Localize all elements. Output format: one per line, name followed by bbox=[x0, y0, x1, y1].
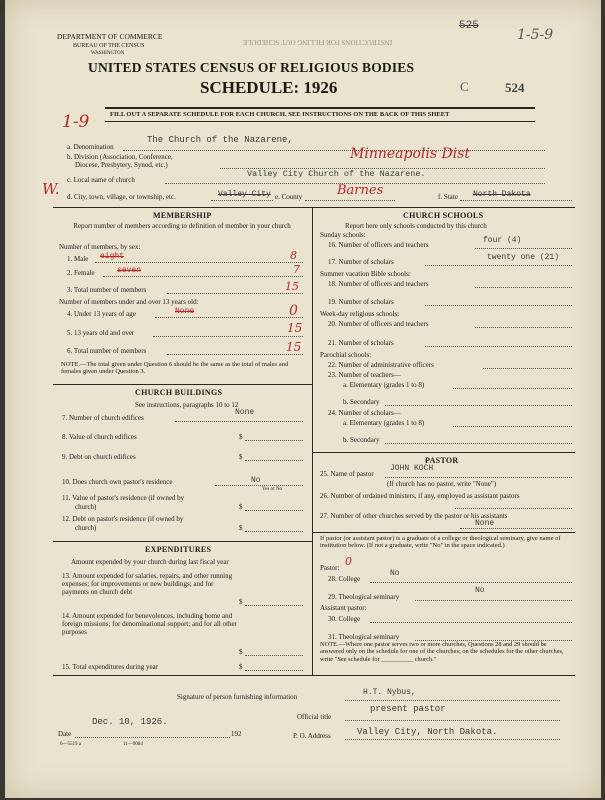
q24a-label: a. Elementary (grades 1 to 8) bbox=[343, 419, 425, 427]
red-handwritten-mark: 1-9 bbox=[62, 112, 90, 132]
fill-out-instruction: FILL OUT A SEPARATE SCHEDULE FOR EACH CHURCH. SEE INSTRUCTIONS ON THE BACK OF THIS SHEET bbox=[110, 111, 450, 118]
age-label: Number of members under and over 13 years old: bbox=[59, 298, 199, 306]
q13-text: 13. Amount expended for salaries, repairs, and other running expenses; for improvements or new buildings; and for payments on church debt bbox=[62, 572, 233, 597]
membership-heading: MEMBERSHIP bbox=[153, 211, 212, 220]
by-sex-label: Number of members, by sex: bbox=[59, 243, 141, 251]
q4-value: 0 bbox=[289, 303, 298, 319]
q2-value: 7 bbox=[293, 263, 300, 276]
q26-text: 26. Number of ordained ministers, if any, employed as assistant pastors bbox=[320, 492, 520, 500]
weekday-label: Week-day religious schools: bbox=[320, 310, 400, 318]
q30-label: 30. College bbox=[328, 615, 361, 623]
summer-label: Summer vacation Bible schools: bbox=[320, 270, 411, 278]
schools-heading: CHURCH SCHOOLS bbox=[403, 211, 484, 220]
q9-prefix: $ bbox=[239, 453, 243, 461]
pastor-mark: 0 bbox=[345, 555, 352, 568]
q1-label: 1. Male bbox=[67, 255, 89, 263]
q14-prefix: $ bbox=[239, 648, 243, 656]
assistant-pastor-label: Assistant pastor: bbox=[320, 604, 367, 612]
corner-number: 525 bbox=[459, 20, 479, 32]
official-title-value: present pastor bbox=[370, 704, 446, 714]
q11-label-line2: church) bbox=[75, 503, 97, 511]
q1-value: 8 bbox=[290, 249, 297, 262]
corner-date: 1-5-9 bbox=[517, 27, 554, 43]
membership-intro: Report number of members according to definition of member in your church bbox=[73, 222, 291, 230]
q15-prefix: $ bbox=[239, 663, 243, 671]
q25-note: (If church has no pastor, write "None") bbox=[387, 480, 497, 488]
q7-value: None bbox=[235, 408, 255, 417]
pastor-heading: PASTOR bbox=[425, 456, 459, 465]
q11-label-line1: 11. Value of pastor's residence (if owned by bbox=[62, 494, 185, 502]
pastor-note: NOTE.—Where one pastor serves two or more churches, Questions 28 and 29 should be answered only on the schedule for one of the churches; on the schedules for the other churches, write "See schedule for __________ church." bbox=[320, 641, 564, 663]
q29-label: 29. Theological seminary bbox=[328, 593, 400, 601]
q16-label: 16. Number of officers and teachers bbox=[328, 241, 429, 249]
q29-value: No bbox=[475, 586, 485, 595]
division-label-line2: Diocese, Presbytery, Synod, etc.) bbox=[75, 161, 168, 169]
q3-value: 15 bbox=[285, 280, 299, 293]
q16-value: four (4) bbox=[483, 236, 522, 245]
date-label: Date bbox=[58, 730, 72, 738]
margin-mark: W. bbox=[42, 180, 60, 198]
q10-label: 10. Does church own pastor's residence bbox=[62, 478, 173, 486]
stamp-number: 524 bbox=[505, 80, 525, 95]
sunday-label: Sunday schools: bbox=[320, 231, 366, 239]
denomination-value: The Church of the Nazarene, bbox=[147, 135, 293, 145]
stamp-mark: C bbox=[460, 79, 469, 94]
address-value: Valley City, North Dakota. bbox=[357, 727, 498, 737]
q27-text: 27. Number of other churches served by the pastor or his assistants bbox=[320, 512, 508, 520]
date-value: Dec. 10, 1926. bbox=[92, 717, 168, 727]
q20-label: 20. Number of officers and teachers bbox=[328, 320, 429, 328]
q23b-label: b. Secondary bbox=[343, 398, 380, 406]
q24b-label: b. Secondary bbox=[343, 436, 380, 444]
q4-struck: None bbox=[175, 307, 195, 316]
q2-label: 2. Female bbox=[67, 269, 95, 277]
official-title-label: Official title bbox=[297, 713, 332, 721]
city-value: Valley City bbox=[218, 190, 271, 199]
q17-label: 17. Number of scholars bbox=[328, 258, 394, 266]
q27-value: None bbox=[475, 519, 495, 528]
county-label: e. County bbox=[275, 193, 303, 201]
q28-label: 28. College bbox=[328, 575, 361, 583]
buildings-subhead: See instructions, paragraphs 10 to 12 bbox=[135, 401, 239, 409]
expenditures-heading: EXPENDITURES bbox=[145, 545, 212, 554]
q19-label: 19. Number of scholars bbox=[328, 298, 394, 306]
city-label: WASHINGTON bbox=[91, 51, 125, 56]
q6-value: 15 bbox=[286, 340, 302, 354]
q14-text: 14. Amount expended for benevolences, including home and foreign missions; for denominational support; and for all other purposes bbox=[62, 612, 237, 637]
q25-value: JOHN KOCH bbox=[390, 464, 434, 473]
signature-value: H.T. Nybus, bbox=[363, 688, 416, 697]
q5-label: 5. 13 years old and over bbox=[67, 329, 135, 337]
state-label: f. State bbox=[438, 193, 458, 201]
q3-label: 3. Total number of members bbox=[67, 286, 147, 294]
q7-label: 7. Number of church edifices bbox=[62, 414, 144, 422]
q12-label-line1: 12. Debt on pastor's residence (if owned by bbox=[62, 515, 184, 523]
local-name-value: Valley City Church of the Nazarene. bbox=[247, 169, 426, 179]
q1-struck: eight bbox=[100, 252, 125, 261]
form-title: UNITED STATES CENSUS OF RELIGIOUS BODIES bbox=[88, 60, 415, 75]
q25-label: 25. Name of pastor bbox=[320, 470, 374, 478]
q21-label: 21. Number of scholars bbox=[328, 339, 394, 347]
membership-note: NOTE.—The total given under Question 6 should be the same as the total of males and females given under Question 3. bbox=[61, 361, 289, 376]
q5-value: 15 bbox=[287, 321, 303, 335]
state-value: North Dakota bbox=[473, 190, 531, 199]
q6-label: 6. Total number of members bbox=[67, 347, 147, 355]
census-form-sheet bbox=[5, 0, 601, 798]
department-label: DEPARTMENT OF COMMERCE bbox=[57, 32, 163, 41]
q8-prefix: $ bbox=[239, 433, 243, 441]
q13-prefix: $ bbox=[239, 598, 243, 606]
city-label: d. City, town, village, or township, etc. bbox=[67, 193, 176, 201]
graduate-note: If pastor (or assistant pastor) is a graduate of a college or theological seminary, give name of institution below. (If not a graduate, write "No" in the space indicated.) bbox=[320, 535, 561, 550]
address-label: P. O. Address bbox=[293, 732, 331, 740]
bureau-label: BUREAU OF THE CENSUS bbox=[73, 43, 145, 49]
q18-label: 18. Number of officers and teachers bbox=[328, 280, 429, 288]
q24-label: 24. Number of scholars— bbox=[328, 409, 401, 417]
q31-label: 31. Theological seminary bbox=[328, 633, 400, 641]
q28-value: No bbox=[390, 569, 400, 578]
form-code: 6—5519 a bbox=[60, 742, 81, 747]
schools-subhead: Report here only schools conducted by this church bbox=[345, 222, 487, 230]
county-value: Barnes bbox=[337, 183, 384, 198]
division-value: Minneapolis Dist bbox=[350, 146, 470, 162]
schedule-title: SCHEDULE: 1926 bbox=[200, 78, 338, 97]
q11-prefix: $ bbox=[239, 503, 243, 511]
q12-label-line2: church) bbox=[75, 524, 97, 532]
q8-label: 8. Value of church edifices bbox=[62, 433, 137, 441]
q22-label: 22. Number of administrative officers bbox=[328, 361, 434, 369]
q15-label: 15. Total expenditures during year bbox=[62, 663, 158, 671]
q10-value: No bbox=[251, 476, 261, 485]
division-label-line1: b. Division (Association, Conference, bbox=[67, 153, 173, 161]
local-name-label: c. Local name of church bbox=[67, 176, 135, 184]
q12-prefix: $ bbox=[239, 524, 243, 532]
q4-label: 4. Under 13 years of age bbox=[67, 310, 136, 318]
q23a-label: a. Elementary (grades 1 to 8) bbox=[343, 381, 425, 389]
print-code: 11—9084 bbox=[123, 742, 143, 747]
parochial-label: Parochial schools: bbox=[320, 351, 372, 359]
buildings-heading: CHURCH BUILDINGS bbox=[135, 388, 223, 397]
q9-label: 9. Debt on church edifices bbox=[62, 453, 136, 461]
expenditures-subhead: Amount expended by your church during last fiscal year bbox=[71, 558, 229, 566]
q10-hint: Yes or No bbox=[262, 487, 283, 492]
pastor-label: Pastor: bbox=[320, 564, 340, 572]
q17-value: twenty one (21) bbox=[487, 253, 560, 262]
year-printed: 192 bbox=[231, 730, 242, 738]
denomination-label: a. Denomination bbox=[67, 143, 114, 151]
q23-label: 23. Number of teachers— bbox=[328, 371, 401, 379]
signature-label: Signature of person furnishing information bbox=[177, 693, 298, 701]
bleed-through-text: INSTRUCTIONS FOR FILLING OUT SCHEDULE bbox=[243, 38, 393, 47]
q2-struck: seven bbox=[117, 266, 142, 275]
